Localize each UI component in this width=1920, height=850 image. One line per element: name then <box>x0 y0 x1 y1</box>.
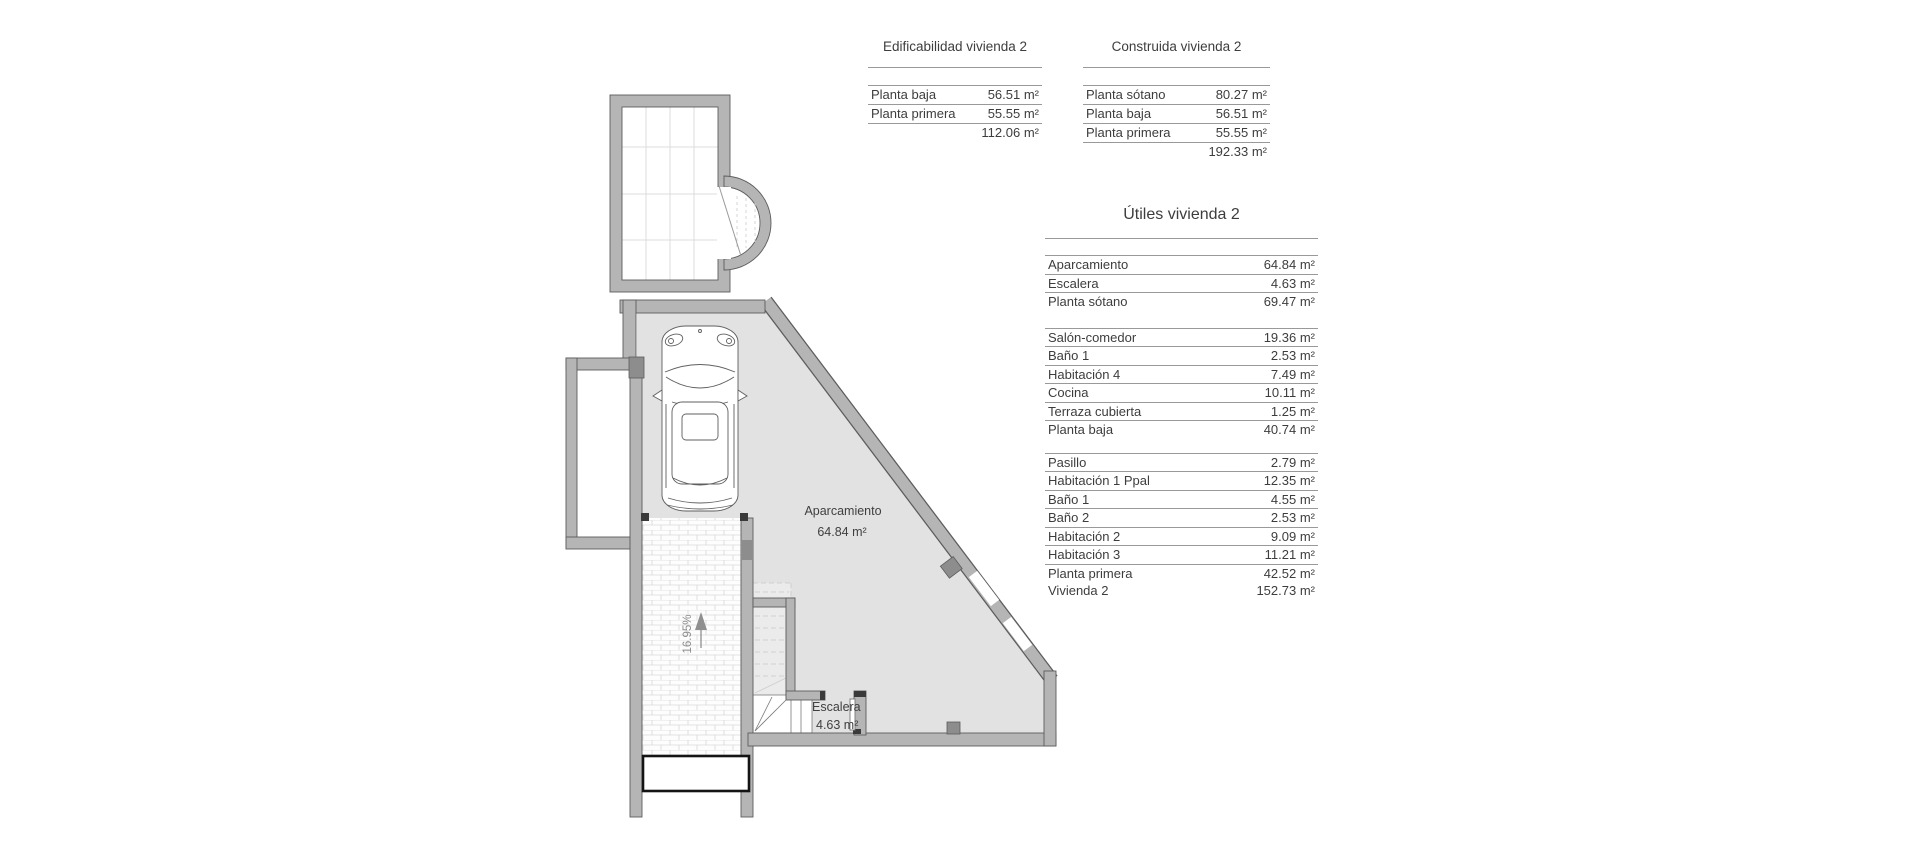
total-row <box>1045 293 1318 311</box>
total-row <box>1045 565 1318 583</box>
table-row <box>1045 528 1318 547</box>
row-label: Baño 2 <box>1048 510 1090 525</box>
table-row <box>1045 546 1318 565</box>
row-label: Planta primera <box>871 106 956 121</box>
row-value: 56.51 m² <box>987 87 1039 102</box>
table-row <box>1045 509 1318 528</box>
row-label: Escalera <box>1048 275 1099 291</box>
row-value: 4.55 m² <box>1270 491 1315 507</box>
total-value: 69.47 m² <box>1263 294 1315 309</box>
title-rule <box>868 67 1042 68</box>
total-row <box>1045 421 1318 439</box>
total-value: 192.33 m² <box>1208 144 1267 159</box>
row-value: 2.53 m² <box>1270 510 1315 525</box>
row-value: 56.51 m² <box>1215 106 1267 121</box>
stair-treads <box>753 695 812 733</box>
table-row <box>868 105 1042 124</box>
table-row <box>1045 329 1318 348</box>
stairs-label: Escalera <box>812 700 861 714</box>
edificabilidad-table <box>868 38 1042 142</box>
total-value: 112.06 m² <box>981 125 1039 140</box>
table-row <box>1045 275 1318 294</box>
parking-area-label: 64.84 m² <box>817 525 867 539</box>
table-row <box>1045 403 1318 422</box>
table-row <box>1045 491 1318 510</box>
parking-label: Aparcamiento <box>804 504 882 518</box>
row-value: 55.55 m² <box>987 106 1039 121</box>
row-label: Planta baja <box>1086 106 1152 121</box>
row-label: Planta baja <box>871 87 937 102</box>
row-label: Habitación 3 <box>1048 547 1121 562</box>
row-label: Planta primera <box>1086 125 1171 140</box>
total-value: 40.74 m² <box>1263 422 1315 437</box>
row-label: Planta primera <box>1048 565 1133 581</box>
row-label: Habitación 4 <box>1048 366 1121 382</box>
table-row <box>868 86 1042 105</box>
row-label: Aparcamiento <box>1048 257 1129 272</box>
total-row <box>1083 143 1270 161</box>
row-label: Planta baja <box>1048 422 1114 437</box>
table-row <box>1045 454 1318 473</box>
row-value: 55.55 m² <box>1215 125 1267 140</box>
row-label: Planta sótano <box>1048 294 1128 309</box>
row-value: 2.79 m² <box>1270 454 1315 470</box>
row-label: Planta sótano <box>1086 87 1166 102</box>
row-value: 11.21 m² <box>1264 547 1315 562</box>
row-label: Pasillo <box>1048 454 1087 470</box>
table-row <box>1045 366 1318 385</box>
utiles-sotano-section <box>1045 255 1318 311</box>
table-row <box>1045 472 1318 491</box>
table-row <box>1045 347 1318 366</box>
table-row <box>1083 124 1270 143</box>
row-label: Baño 1 <box>1048 491 1090 507</box>
row-label: Cocina <box>1048 385 1089 400</box>
ramp <box>642 518 751 757</box>
total-row <box>1045 582 1318 600</box>
row-value: 4.63 m² <box>1270 275 1315 291</box>
total-value: 152.73 m² <box>1256 583 1315 598</box>
row-value: 7.49 m² <box>1270 366 1315 382</box>
row-label: Habitación 1 Ppal <box>1048 473 1150 488</box>
utiles-primera-section <box>1045 453 1318 600</box>
row-label: Terraza cubierta <box>1048 403 1142 419</box>
table-row <box>1083 105 1270 124</box>
table-row <box>1045 256 1318 275</box>
row-value: 12.35 m² <box>1263 473 1315 488</box>
table-title: Útiles vivienda 2 <box>1123 206 1240 223</box>
total-value: 42.52 m² <box>1263 565 1315 581</box>
upper-structure <box>610 95 771 292</box>
row-label: Vivienda 2 <box>1048 583 1109 598</box>
row-value: 9.09 m² <box>1270 528 1315 544</box>
stairs-area-label: 4.63 m² <box>816 718 859 732</box>
row-label: Baño 1 <box>1048 348 1090 363</box>
table-row <box>1045 384 1318 403</box>
row-value: 1.25 m² <box>1270 403 1315 419</box>
utiles-baja-section <box>1045 328 1318 439</box>
total-row <box>868 124 1042 142</box>
car-top-view <box>653 326 747 511</box>
row-value: 10.11 m² <box>1264 385 1315 400</box>
row-value: 80.27 m² <box>1215 87 1267 102</box>
garage-door <box>643 756 749 791</box>
row-value: 2.53 m² <box>1270 348 1315 363</box>
title-rule <box>1083 67 1270 68</box>
row-value: 64.84 m² <box>1263 257 1315 272</box>
title-rule <box>1045 238 1318 239</box>
utiles-table <box>1045 205 1318 600</box>
table-row <box>1083 86 1270 105</box>
table-title: Edificabilidad vivienda 2 <box>882 39 1028 54</box>
construida-table <box>1083 38 1270 161</box>
table-title: Construida vivienda 2 <box>1111 39 1242 54</box>
row-label: Habitación 2 <box>1048 528 1121 544</box>
row-label: Salón-comedor <box>1048 329 1137 345</box>
row-value: 19.36 m² <box>1263 329 1315 345</box>
ramp-slope-label: 16.95% <box>682 614 694 654</box>
